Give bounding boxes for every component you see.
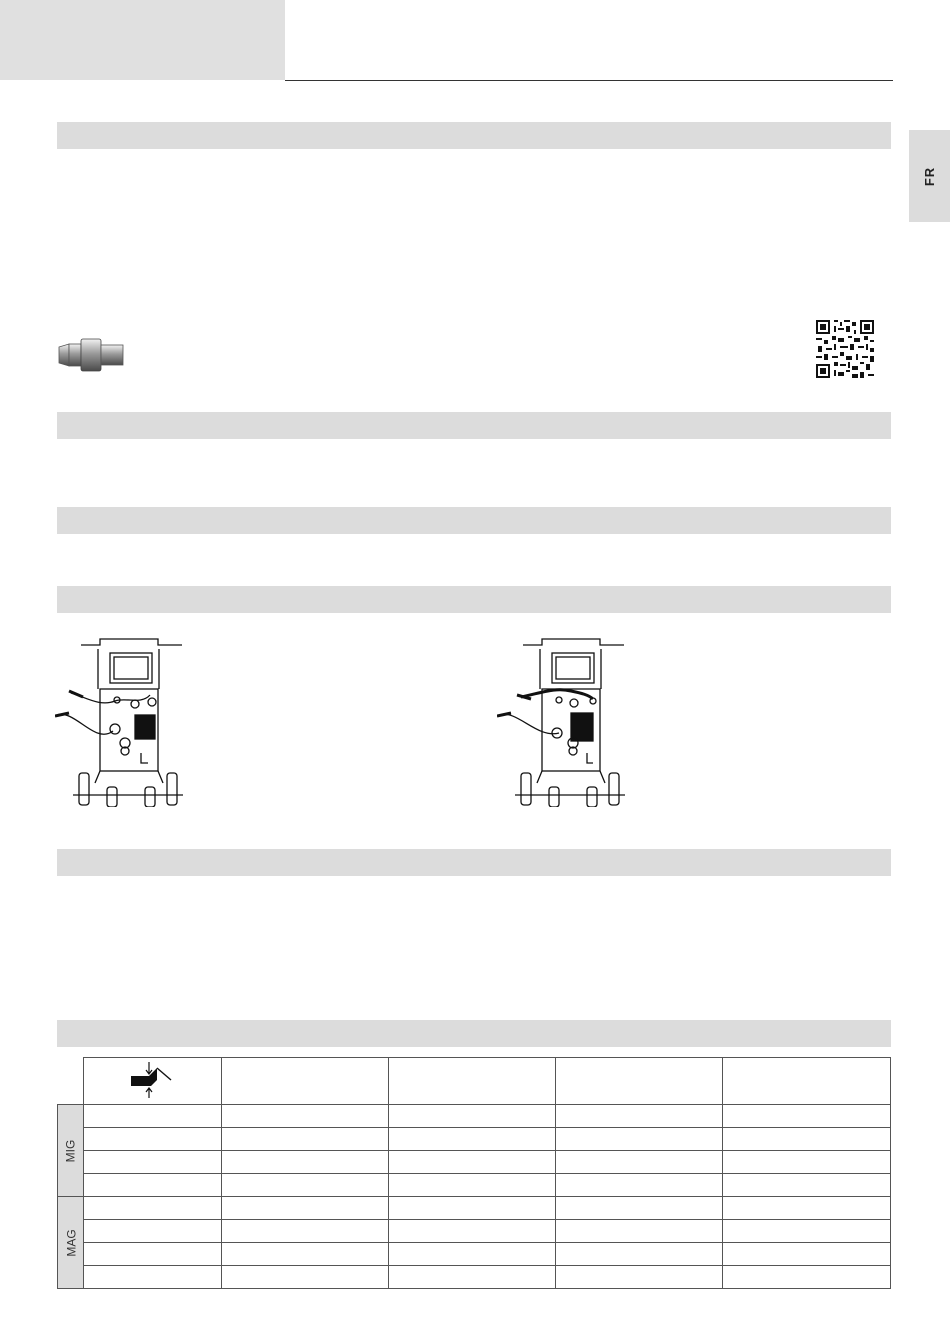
- table-cell: [723, 1151, 891, 1174]
- table-cell: [84, 1105, 222, 1128]
- section-bar-3: [57, 507, 891, 534]
- welding-machine-diagram-left: [55, 635, 190, 807]
- header-corner-block: [0, 0, 285, 80]
- table-cell: [84, 1174, 222, 1197]
- table-cell: [389, 1197, 556, 1220]
- section-bar-2: [57, 412, 891, 439]
- process-label: MAG: [64, 1228, 79, 1257]
- table-row: [58, 1243, 891, 1266]
- table-cell: [556, 1105, 723, 1128]
- table-cell: [389, 1151, 556, 1174]
- table-corner-empty: [58, 1058, 84, 1105]
- table-cell: [84, 1220, 222, 1243]
- table-row: [58, 1174, 891, 1197]
- table-cell: [222, 1128, 389, 1151]
- table-cell: [723, 1266, 891, 1289]
- section-bar-4: [57, 586, 891, 613]
- table-row: [58, 1105, 891, 1128]
- table-cell: [222, 1105, 389, 1128]
- section-bar-5: [57, 849, 891, 876]
- table-row: [58, 1220, 891, 1243]
- table-cell: [84, 1151, 222, 1174]
- table-cell: [389, 1174, 556, 1197]
- table-cell: [723, 1243, 891, 1266]
- table-cell: [556, 1243, 723, 1266]
- language-tab-label: FR: [922, 166, 937, 186]
- section-bar-1: [57, 122, 891, 149]
- table-cell: [84, 1243, 222, 1266]
- table-row: [58, 1151, 891, 1174]
- table-header-cell: [222, 1058, 389, 1105]
- table-cell: [222, 1197, 389, 1220]
- section-bar-6: [57, 1020, 891, 1047]
- table-row: [58, 1128, 891, 1151]
- table-cell: [389, 1128, 556, 1151]
- table-header-row: [58, 1058, 891, 1105]
- contact-tip-adapter-icon: [55, 335, 127, 375]
- process-cell-mig: [58, 1105, 84, 1197]
- table-cell: [556, 1151, 723, 1174]
- table-cell: [556, 1220, 723, 1243]
- table-header-cell: [389, 1058, 556, 1105]
- table-cell: [723, 1105, 891, 1128]
- table-cell: [222, 1174, 389, 1197]
- language-tab[interactable]: [909, 130, 950, 222]
- table-cell: [723, 1220, 891, 1243]
- material-thickness-icon: [127, 1060, 179, 1100]
- welding-machine-diagram-right: [497, 635, 632, 807]
- table-row: [58, 1197, 891, 1220]
- table-cell: [84, 1128, 222, 1151]
- table-body: [58, 1105, 891, 1289]
- table-cell: [556, 1128, 723, 1151]
- table-header-cell: [556, 1058, 723, 1105]
- table-cell: [723, 1174, 891, 1197]
- table-cell: [723, 1197, 891, 1220]
- table-row: [58, 1266, 891, 1289]
- table-cell: [389, 1105, 556, 1128]
- table-cell: [222, 1243, 389, 1266]
- thickness-header: [84, 1058, 222, 1105]
- table-cell: [556, 1174, 723, 1197]
- table-cell: [84, 1266, 222, 1289]
- table-cell: [84, 1197, 222, 1220]
- table-cell: [222, 1151, 389, 1174]
- table-cell: [222, 1220, 389, 1243]
- table-header-cell: [723, 1058, 891, 1105]
- header-rule: [285, 80, 893, 81]
- process-cell-mag: [58, 1197, 84, 1289]
- table-cell: [556, 1197, 723, 1220]
- process-label: MIG: [63, 1139, 78, 1162]
- table-cell: [222, 1266, 389, 1289]
- table-cell: [723, 1128, 891, 1151]
- table-cell: [556, 1266, 723, 1289]
- table-cell: [389, 1266, 556, 1289]
- table-cell: [389, 1243, 556, 1266]
- welding-parameters-table: [57, 1057, 891, 1289]
- qr-code-icon: [814, 318, 876, 380]
- table-cell: [389, 1220, 556, 1243]
